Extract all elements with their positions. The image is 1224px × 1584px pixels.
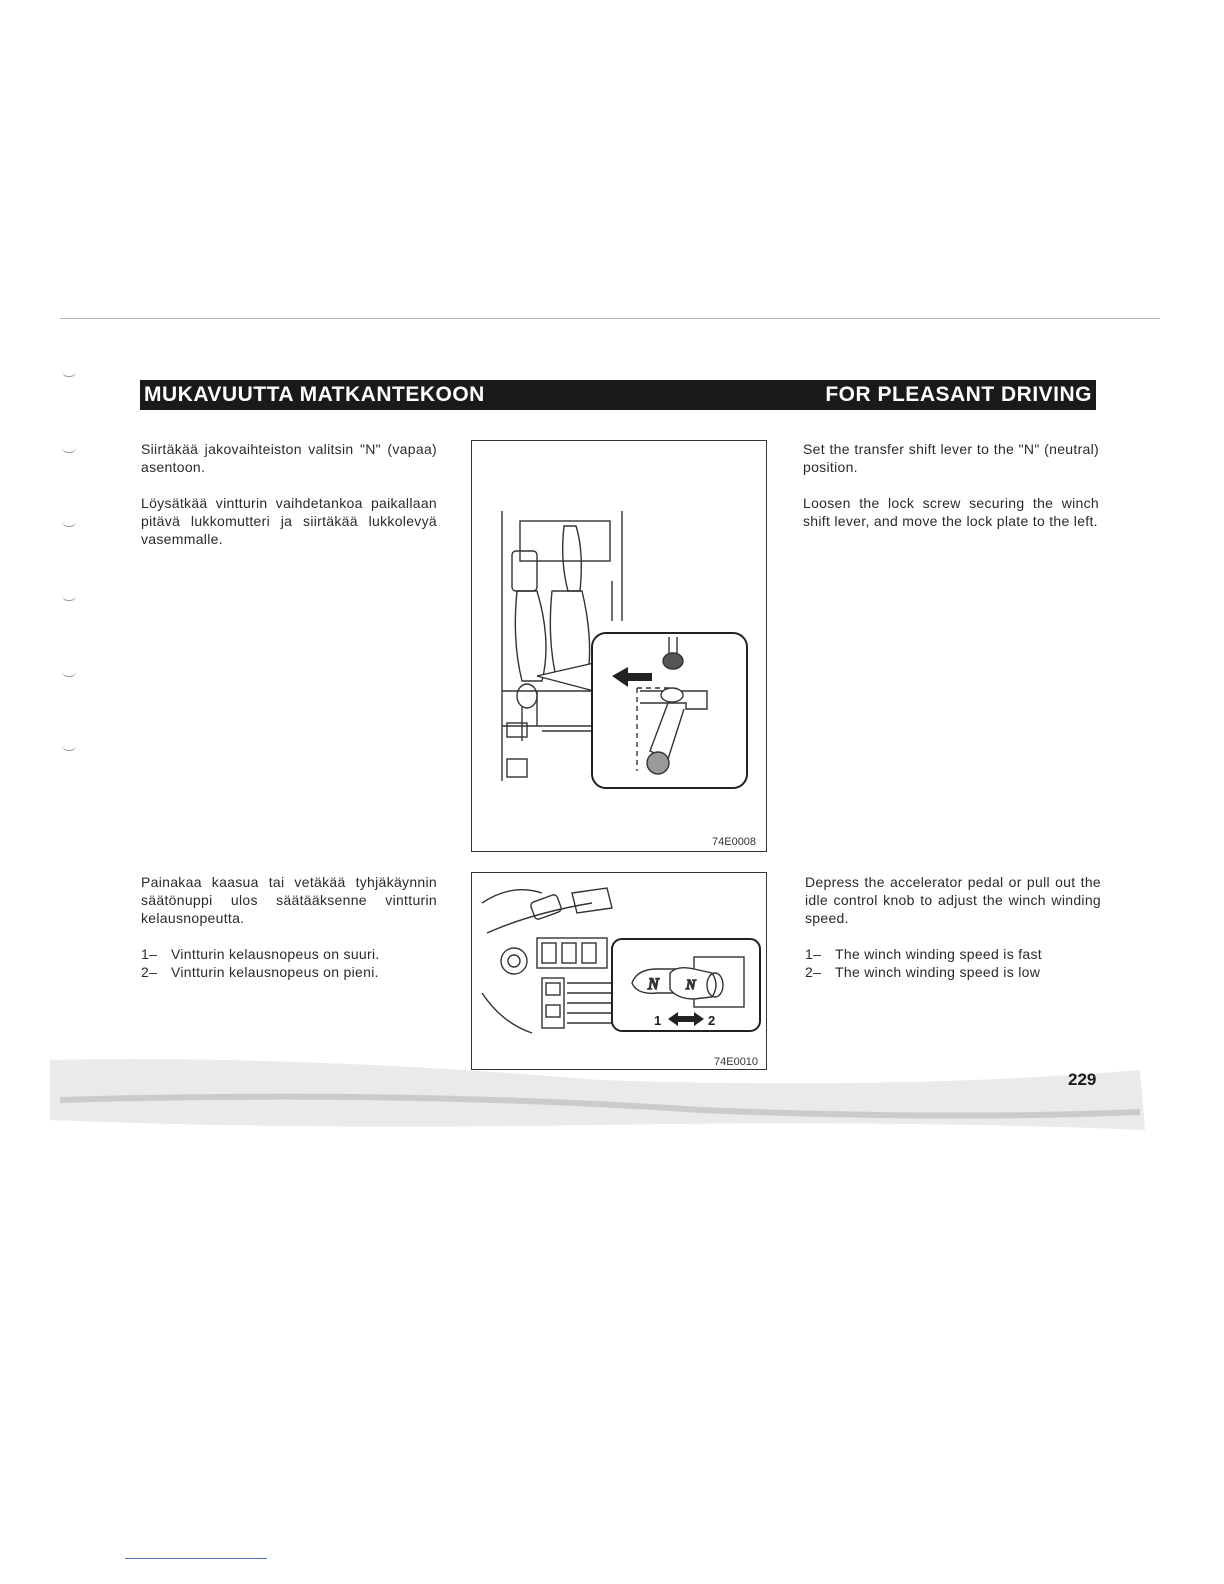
margin-mark [62,446,76,453]
fi-instructions-1 [141,440,437,548]
list-item-text: The winch winding speed is fast [835,946,1042,962]
figure-transfer-lever [471,440,767,852]
en-paragraph: Loosen the lock screw securing the winch shift lever, and move the lock plate to the left. [803,495,1099,529]
dashboard-illustration [472,873,766,1069]
margin-mark [62,744,76,751]
list-item [805,963,1101,981]
list-item-text: Vintturin kelausnopeus on suuri. [171,946,380,962]
top-rule [60,318,1160,319]
en-instructions-1 [803,440,1099,530]
list-item [141,945,437,963]
scan-shadow [0,1050,1224,1140]
svg-text:N: N [648,976,659,993]
svg-text:N: N [686,978,696,993]
figure-idle-knob [471,872,767,1070]
en-instructions-2 [805,873,1101,981]
figure-label-1: 1 [654,1013,662,1028]
list-item-text: Vintturin kelausnopeus on pieni. [171,964,379,980]
margin-mark [62,670,76,677]
list-item-number: 1– [805,946,822,962]
list-item [805,945,1101,963]
en-paragraph: Depress the accelerator pedal or pull out the idle control knob to adjust the winch winding speed. [805,874,1101,926]
figure-code: 74E0008 [712,836,757,848]
fi-instructions-2 [141,873,437,981]
page-number: 229 [1068,1070,1097,1089]
list-item-number: 2– [805,964,822,980]
margin-mark [62,370,76,377]
fi-paragraph: Siirtäkää jakovaihteiston valitsin "N" (vapaa) asentoon. [141,441,437,475]
figure-code: 74E0010 [714,1056,759,1068]
fi-paragraph: Löysätkää vintturin vaihdetankoa paikallaan pitävä lukkomutteri ja siirtäkää lukkolevyä vasemmalle. [141,495,437,547]
margin-mark [62,520,76,527]
margin-mark [62,594,76,601]
fi-list [141,945,437,981]
header-title-fi: MUKAVUUTTA MATKANTEKOON [144,383,485,406]
section-header-bar [140,380,1096,410]
figure-label-2: 2 [708,1013,716,1028]
shift-levers-illustration [472,441,766,851]
en-paragraph: Set the transfer shift lever to the "N" (neutral) position. [803,441,1099,475]
list-item-text: The winch winding speed is low [835,964,1041,980]
header-title-en: FOR PLEASANT DRIVING [825,383,1092,406]
fi-paragraph: Painakaa kaasua tai vetäkää tyhjäkäynnin säätönuppi ulos säätääksenne vintturin kelausnopeutta. [141,874,437,926]
en-list [805,945,1101,981]
bottom-rule [125,1558,267,1559]
list-item-number: 2– [141,964,158,980]
list-item [141,963,437,981]
list-item-number: 1– [141,946,158,962]
